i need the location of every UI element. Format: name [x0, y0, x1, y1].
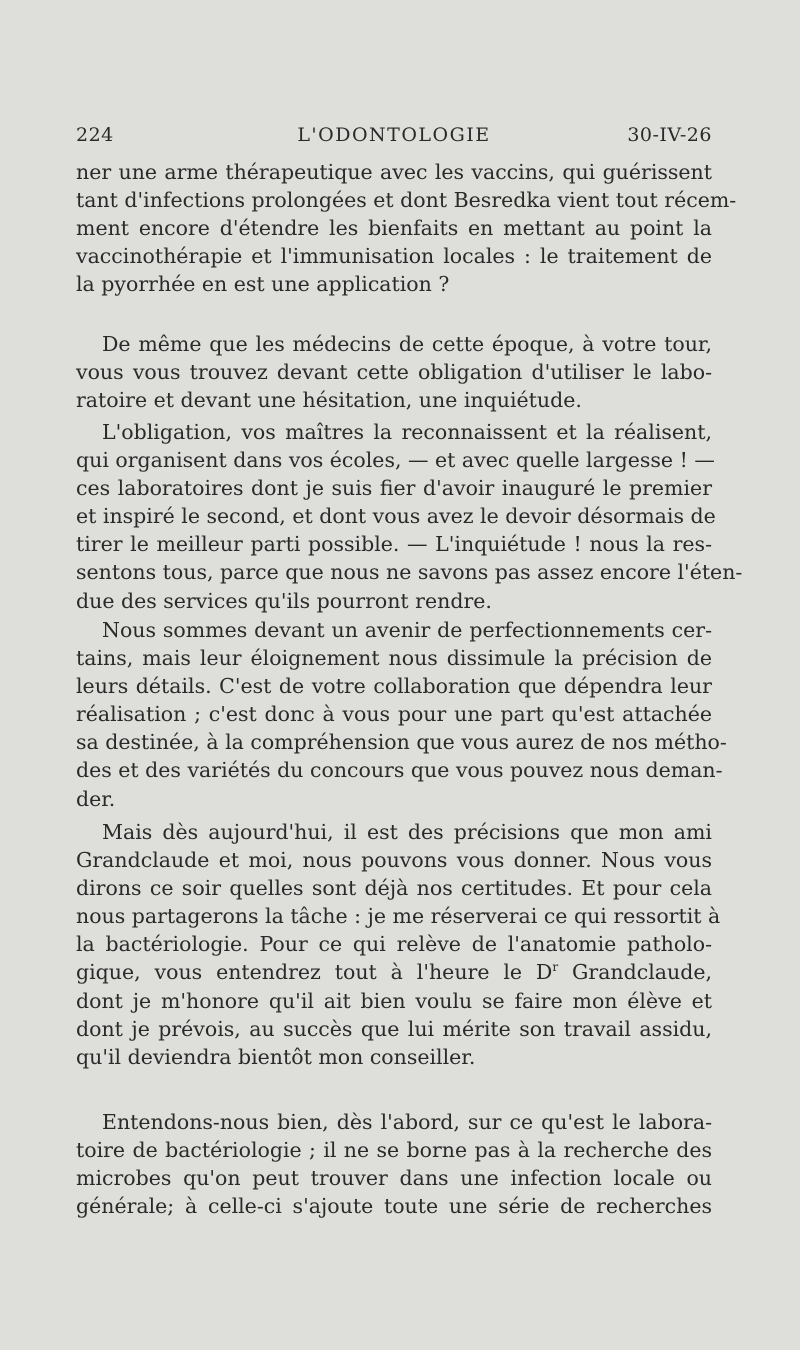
text-line: Nous sommes devant un avenir de perfectionnements cer- [102, 618, 712, 642]
text-line: Grandclaude et moi, nous pouvons vous donner. Nous vous [76, 848, 712, 873]
paragraph [76, 1108, 712, 1220]
text-line: des et des variétés du concours que vous pouvez nous deman- [76, 758, 723, 783]
text-line: ces laboratoires dont je suis fier d'avoir inauguré le premier [76, 476, 712, 501]
text-line: Mais dès aujourd'hui, il est des précisions que mon ami [102, 820, 712, 844]
text-line: dont je prévois, au succès que lui mérite son travail assidu, [76, 1016, 712, 1041]
text-line: vaccinothérapie et l'immunisation locales : le traitement de [76, 244, 712, 269]
text-line: dont je m'honore qu'il ait bien voulu se faire mon élève et [76, 988, 712, 1013]
text-line: toire de bactériologie ; il ne se borne pas à la recherche des [76, 1138, 712, 1163]
text-line: tant d'infections prolongées et dont Besredka vient tout récem- [76, 188, 737, 213]
paragraph [76, 418, 743, 615]
text-line: der. [76, 786, 116, 811]
text-line: dirons ce soir quelles sont déjà nos certitudes. Et pour cela [76, 876, 712, 901]
paragraph [76, 158, 737, 298]
text-line: tains, mais leur éloignement nous dissimule la précision de [76, 646, 712, 671]
text-line: microbes qu'on peut trouver dans une infection locale ou [76, 1166, 712, 1191]
text-line: ner une arme thérapeutique avec les vaccins, qui guérissent [76, 160, 712, 184]
text-line: tirer le meilleur parti possible. — L'inquiétude ! nous la res- [76, 532, 712, 557]
paragraph [76, 616, 727, 813]
text-line: De même que les médecins de cette époque, à votre tour, [102, 332, 712, 356]
text-line: ratoire et devant une hésitation, une inquiétude. [76, 388, 582, 413]
text-line: Entendons-nous bien, dès l'abord, sur ce qu'est le labora- [102, 1110, 712, 1134]
text-line: réalisation ; c'est donc à vous pour une part qu'est attachée [76, 702, 712, 727]
text-line: la pyorrhée en est une application ? [76, 272, 450, 297]
text-line: L'obligation, vos maîtres la reconnaissent et la réalisent, [102, 420, 712, 444]
issue-date: 30-IV-26 [627, 124, 712, 146]
text-line: gique, vous entendrez tout à l'heure le $D^r$ Grandclaude, [76, 960, 712, 985]
text-line: générale; à celle-ci s'ajoute toute une série de recherches [76, 1194, 712, 1219]
text-line: sa destinée, à la compréhension que vous aurez de nos métho- [76, 730, 727, 755]
page-number: 224 [76, 124, 114, 146]
text-line: qui organisent dans vos écoles, — et avec quelle largesse ! — [76, 448, 715, 473]
paragraph [76, 330, 712, 414]
text-line: et inspiré le second, et dont vous avez le devoir désormais de [76, 504, 716, 529]
text-line: nous partagerons la tâche : je me réserverai ce qui ressortit à [76, 904, 721, 929]
text-line: la bactériologie. Pour ce qui relève de l'anatomie patholo- [76, 932, 712, 957]
running-header [76, 124, 712, 148]
journal-title: L'ODONTOLOGIE [297, 124, 491, 146]
text-line: ment encore d'étendre les bienfaits en mettant au point la [76, 216, 712, 241]
text-line: leurs détails. C'est de votre collaboration que dépendra leur [76, 674, 712, 699]
text-line: qu'il deviendra bientôt mon conseiller. [76, 1044, 476, 1069]
text-line: due des services qu'ils pourront rendre. [76, 588, 492, 613]
paragraph [76, 818, 721, 1071]
text-line: sentons tous, parce que nous ne savons pas assez encore l'éten- [76, 560, 743, 585]
text-line: vous vous trouvez devant cette obligation d'utiliser le labo- [76, 360, 712, 385]
